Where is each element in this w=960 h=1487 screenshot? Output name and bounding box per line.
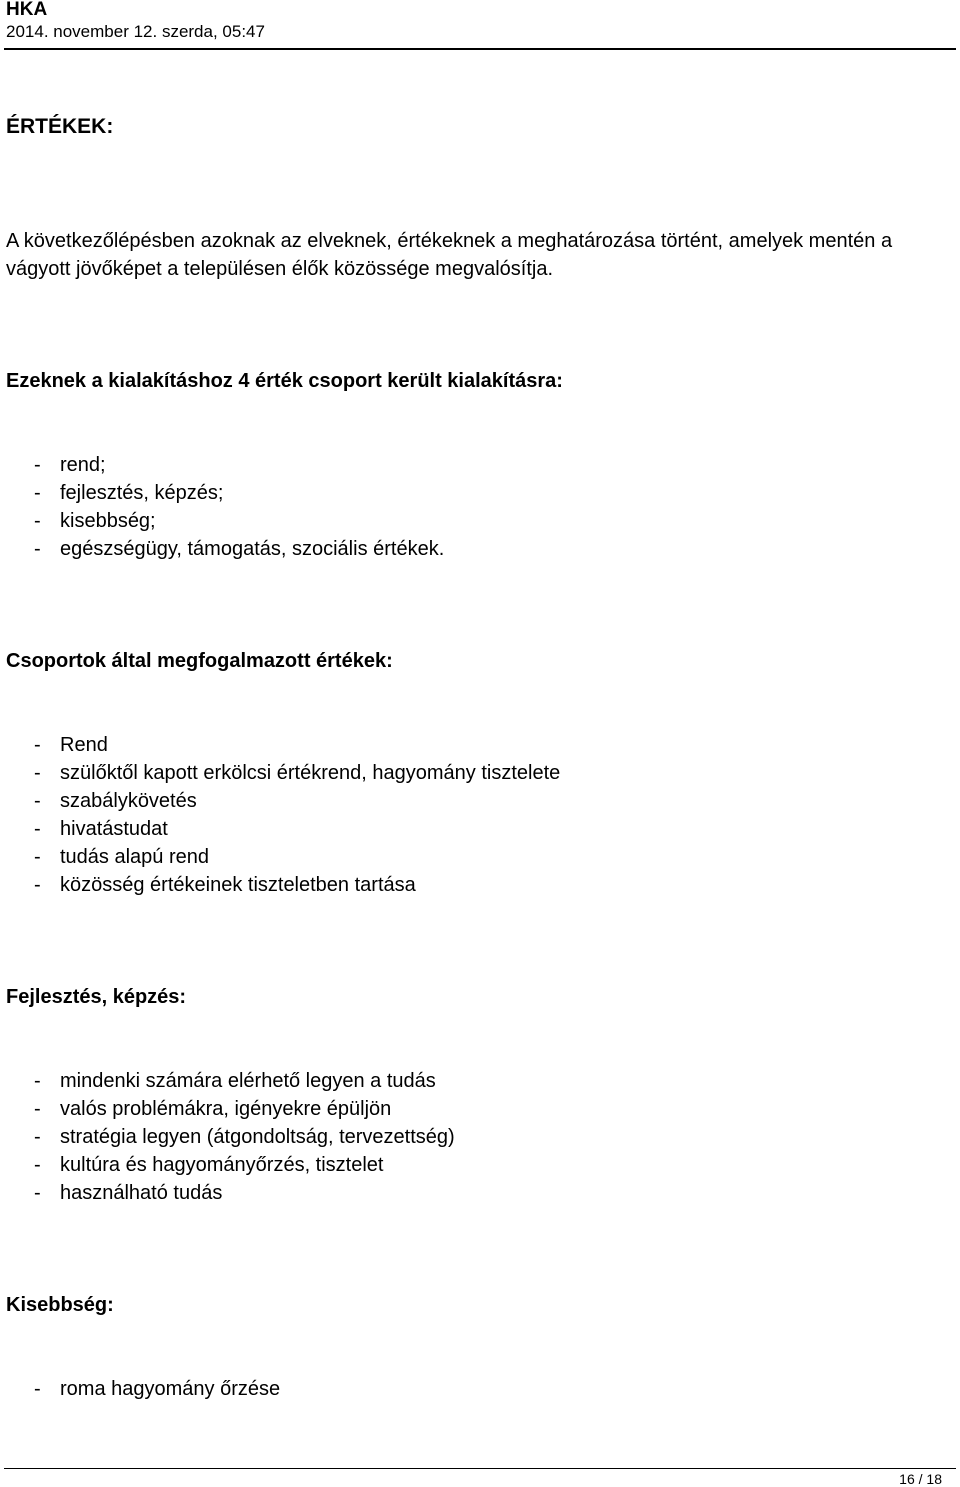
list-item-text: szülőktől kapott erkölcsi értékrend, hagyomány tisztelete	[60, 762, 561, 784]
list-item	[6, 1375, 280, 1403]
list-item	[6, 535, 444, 563]
list-dash: -	[34, 818, 41, 840]
list-item-text: kultúra és hagyományőrzés, tisztelet	[60, 1154, 384, 1176]
list-item	[6, 507, 444, 535]
page-heading: ÉRTÉKEK:	[6, 115, 114, 138]
groups-list	[6, 451, 444, 563]
list-item-text: roma hagyomány őrzése	[60, 1378, 281, 1400]
list-dash: -	[34, 1154, 41, 1176]
list-item	[6, 787, 560, 815]
list-dash: -	[34, 1098, 41, 1120]
footer-divider	[4, 1468, 956, 1469]
list-dash: -	[34, 1378, 41, 1400]
list-item-text: fejlesztés, képzés;	[60, 482, 224, 504]
section-title-kisebbseg: Kisebbség:	[6, 1294, 114, 1316]
list-dash: -	[34, 1182, 41, 1204]
list-item-text: egészségügy, támogatás, szociális értékek.	[60, 538, 445, 560]
list-item	[6, 1123, 455, 1151]
list-item	[6, 1095, 455, 1123]
list-item	[6, 871, 560, 899]
list-item	[6, 1151, 455, 1179]
list-item	[6, 451, 444, 479]
list-item-text: szabálykövetés	[60, 790, 197, 812]
list-dash: -	[34, 482, 41, 504]
page-header	[6, 0, 956, 42]
section-title-csoportok: Csoportok által megfogalmazott értékek:	[6, 650, 393, 672]
section-list-kisebbseg	[6, 1375, 280, 1403]
groups-intro: Ezeknek a kialakításhoz 4 érték csoport került kialakításra:	[6, 370, 563, 392]
header-divider	[4, 48, 956, 50]
list-item-text: hivatástudat	[60, 818, 168, 840]
site-title: HKA	[6, 0, 48, 20]
list-item-text: stratégia legyen (átgondoltság, tervezettség)	[60, 1126, 455, 1148]
list-dash: -	[34, 846, 41, 868]
list-item-text: közösség értékeinek tiszteletben tartása	[60, 874, 416, 896]
list-item-text: tudás alapú rend	[60, 846, 210, 868]
list-item-text: rend;	[60, 454, 106, 476]
section-list-csoportok	[6, 731, 560, 899]
section-list-fejlesztes	[6, 1067, 455, 1207]
section-title-fejlesztes: Fejlesztés, képzés:	[6, 986, 187, 1008]
list-dash: -	[34, 454, 41, 476]
list-item-text: Rend	[60, 734, 108, 756]
page-number: 16 / 18	[899, 1471, 942, 1487]
list-item	[6, 1067, 455, 1095]
list-dash: -	[34, 1126, 41, 1148]
post-date: 2014. november 12. szerda, 05:47	[6, 22, 265, 41]
list-item	[6, 759, 560, 787]
list-item	[6, 815, 560, 843]
list-dash: -	[34, 762, 41, 784]
list-dash: -	[34, 538, 41, 560]
list-item	[6, 1179, 455, 1207]
list-dash: -	[34, 790, 41, 812]
list-item-text: használható tudás	[60, 1182, 223, 1204]
list-dash: -	[34, 510, 41, 532]
list-item-text: valós problémákra, igényekre épüljön	[60, 1098, 392, 1120]
list-item-text: kisebbség;	[60, 510, 156, 532]
list-dash: -	[34, 874, 41, 896]
list-item-text: mindenki számára elérhető legyen a tudás	[60, 1070, 436, 1092]
list-dash: -	[34, 1070, 41, 1092]
list-item	[6, 479, 444, 507]
list-item	[6, 843, 560, 871]
list-dash: -	[34, 734, 41, 756]
list-item	[6, 731, 560, 759]
intro-paragraph: A következőlépésben azoknak az elveknek, értékeknek a meghatározása történt, amelyek mentén a vágyott jövőképet a településen élők közössége megvalósítja.	[6, 230, 893, 280]
